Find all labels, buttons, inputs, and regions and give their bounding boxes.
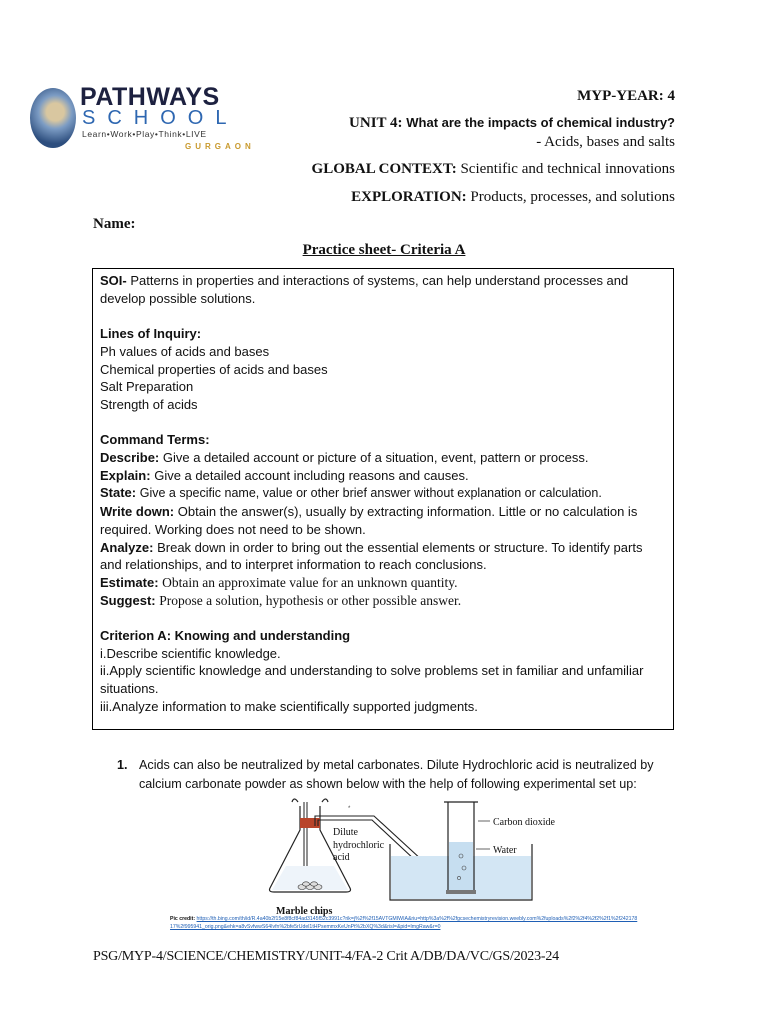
school-logo <box>30 83 255 156</box>
question-number: 1. <box>117 758 128 772</box>
label-marble-chips: Marble chips <box>276 906 333 917</box>
logo-name-line1: PATHWAYS <box>80 83 220 111</box>
logo-tagline: Learn•Work•Play•Think•LIVE <box>82 129 207 139</box>
label-water: Water <box>493 845 517 856</box>
exploration <box>351 189 675 206</box>
myp-year: MYP-YEAR: 4 <box>577 88 675 104</box>
global-context <box>312 161 675 178</box>
term-suggest: Suggest: Propose a solution, hypothesis or other possible answer. <box>100 592 462 608</box>
logo-globe-icon <box>30 88 76 148</box>
svg-text:*: * <box>348 806 351 812</box>
criterion-heading: Criterion A: Knowing and understanding <box>100 628 351 644</box>
info-box <box>92 268 674 730</box>
term-estimate: Estimate: Obtain an approximate value for an unknown quantity. <box>100 574 458 590</box>
term-write-down: Write down: Obtain the answer(s), usually by extracting information. Little or no calculation is required. Working does not need to be shown. <box>100 504 638 537</box>
question-1 <box>117 756 677 794</box>
sheet-title: Practice sheet- Criteria A <box>302 242 466 258</box>
loi-heading: Lines of Inquiry: <box>100 326 202 342</box>
term-analyze: Analyze: Break down in order to bring out the essential elements or structure. To identify parts and relationships, and to interpret information to reach conclusions. <box>100 539 643 573</box>
experiment-diagram <box>262 796 602 918</box>
flask-stopper <box>300 818 320 828</box>
loi-item: Salt Preparation <box>100 379 194 395</box>
criterion-item: i.Describe scientific knowledge. <box>100 645 281 661</box>
unit-label: UNIT 4: <box>349 115 403 131</box>
loi-item: Chemical properties of acids and bases <box>100 361 328 377</box>
label-acid-line3: acid <box>333 852 350 863</box>
logo-city: GURGAON <box>185 142 255 151</box>
soi-label: SOI- <box>100 273 127 288</box>
term-describe: Describe: Give a detailed account or picture of a situation, event, pattern or process. <box>100 450 589 465</box>
global-context-value: Scientific and technical innovations <box>460 161 675 177</box>
command-terms-heading: Command Terms: <box>100 432 210 448</box>
label-acid-line1: Dilute <box>333 827 358 838</box>
credit-label: Pic credit: <box>170 916 196 922</box>
soi-paragraph <box>100 272 666 307</box>
unit-title <box>349 115 675 132</box>
criterion-item: iii.Analyze information to make scientifically supported judgments. <box>100 698 478 714</box>
term-explain: Explain: Give a detailed account including reasons and causes. <box>100 467 469 483</box>
gas-jar-water <box>449 842 473 890</box>
footer-code: PSG/MYP-4/SCIENCE/CHEMISTRY/UNIT-4/FA-2 Crit A/DB/DA/VC/GS/2023-24 <box>93 949 559 964</box>
global-context-label: GLOBAL CONTEXT: <box>311 161 457 177</box>
unit-question: What are the impacts of chemical industry? <box>406 115 675 130</box>
question-text: Acids can also be neutralized by metal carbonates. Dilute Hydrochloric acid is neutralized by calcium carbonate powder as shown below with the help of following experimental set up: <box>139 758 654 791</box>
loi-item: Strength of acids <box>100 396 198 412</box>
label-acid-line2: hydrochloric <box>333 840 385 851</box>
label-co2: Carbon dioxide <box>493 817 555 828</box>
credit-link[interactable]: https://th.bing.com/th/id/R.4a40b2f15e8f8cf84ad3145f52c3991c?rik=j%2f%2f15AVTGMIWIA&riu=http%3a%2f%2fgcsechemistryrevision.weebly.com%2fuploads%2f2%2f4%2f2%2f1%2f24217817%2f995941_orig.png&ehk=a8vSvfwwS64Ivfn%2bfe5rUdel1tHPsemmxKeUnPt%2bXQ%3d&risl=&pid=ImgRaw&r=0 <box>170 916 638 930</box>
picture-credit <box>170 915 640 931</box>
exploration-value: Products, processes, and solutions <box>470 189 675 205</box>
exploration-label: EXPLORATION: <box>351 189 467 205</box>
name-label: Name: <box>93 216 136 232</box>
jar-stand <box>446 890 476 894</box>
unit-subtitle: - Acids, bases and salts <box>536 134 675 150</box>
soi-text: Patterns in properties and interactions of systems, can help understand processes and develop possible solutions. <box>100 273 629 306</box>
loi-item: Ph values of acids and bases <box>100 343 270 359</box>
criterion-item: ii.Apply scientific knowledge and understanding to solve problems set in familiar and unfamiliar situations. <box>100 663 644 697</box>
logo-name-line2: SCHOOL <box>82 107 239 129</box>
term-state: State: Give a specific name, value or other brief answer without explanation or calculation. <box>100 485 602 501</box>
